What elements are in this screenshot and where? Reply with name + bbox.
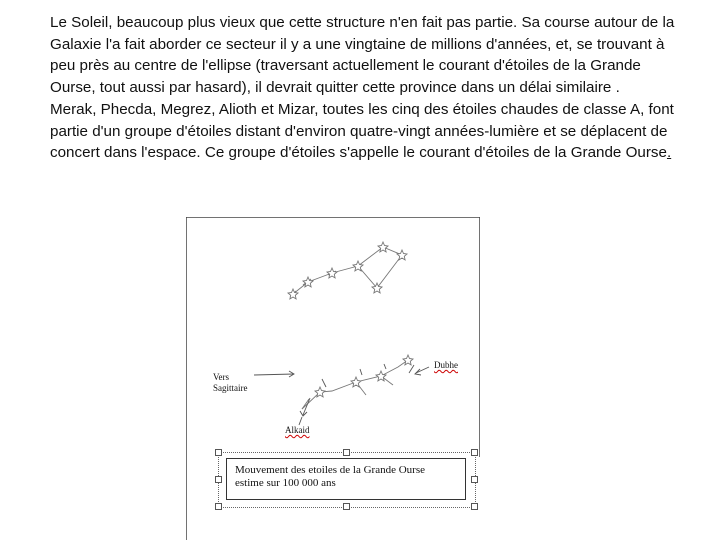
figure-caption[interactable] <box>226 458 466 500</box>
resize-handle-bottom-middle[interactable] <box>343 503 350 510</box>
resize-handle-top-left[interactable] <box>215 449 222 456</box>
caption-line-2: estime sur 100 000 ans <box>235 477 336 489</box>
paragraph-stream-end: . <box>666 144 672 162</box>
star-markers-upper <box>288 242 407 299</box>
paragraph-stream-text: Merak, Phecda, Megrez, Alioth et Mizar, toutes les cinq des étoiles chaudes de classe A, font partie d'un groupe d'étoiles distant d'environ quatre-vingt années-lumière et se déplacent de concert dans l'espace. Ce groupe d'étoiles s'appelle le courant d'étoiles de la Grande Ourse <box>50 100 674 162</box>
label-vers: Vers <box>213 372 229 382</box>
caption-line-1: Mouvement des etoiles de la Grande Ourse <box>235 464 425 476</box>
star-markers-lower <box>315 355 413 397</box>
label-dubhe: Dubhe <box>434 360 458 370</box>
resize-handle-bottom-right[interactable] <box>471 503 478 510</box>
resize-handle-top-right[interactable] <box>471 449 478 456</box>
paragraph-stream <box>50 99 690 164</box>
resize-handle-top-middle[interactable] <box>343 449 350 456</box>
resize-handle-bottom-left[interactable] <box>215 503 222 510</box>
resize-handle-middle-right[interactable] <box>471 476 478 483</box>
constellation-upper <box>290 247 402 297</box>
label-sagittaire: Sagittaire <box>213 383 248 393</box>
article-text <box>50 12 690 164</box>
label-alkaid: Alkaid <box>285 425 310 435</box>
motion-arrows <box>254 364 429 425</box>
resize-handle-middle-left[interactable] <box>215 476 222 483</box>
paragraph-sun: Le Soleil, beaucoup plus vieux que cette structure n'en fait pas partie. Sa course autour de la Galaxie l'a fait aborder ce secteur il y a une vingtaine de millions d'années, et, se trouvant à peu près au centre de l'ellipse (traversant actuellement le courant d'étoiles de la Grande Ourse, tout aussi par hasard), il devrait quitter cette province dans un délai similaire . <box>50 14 675 97</box>
